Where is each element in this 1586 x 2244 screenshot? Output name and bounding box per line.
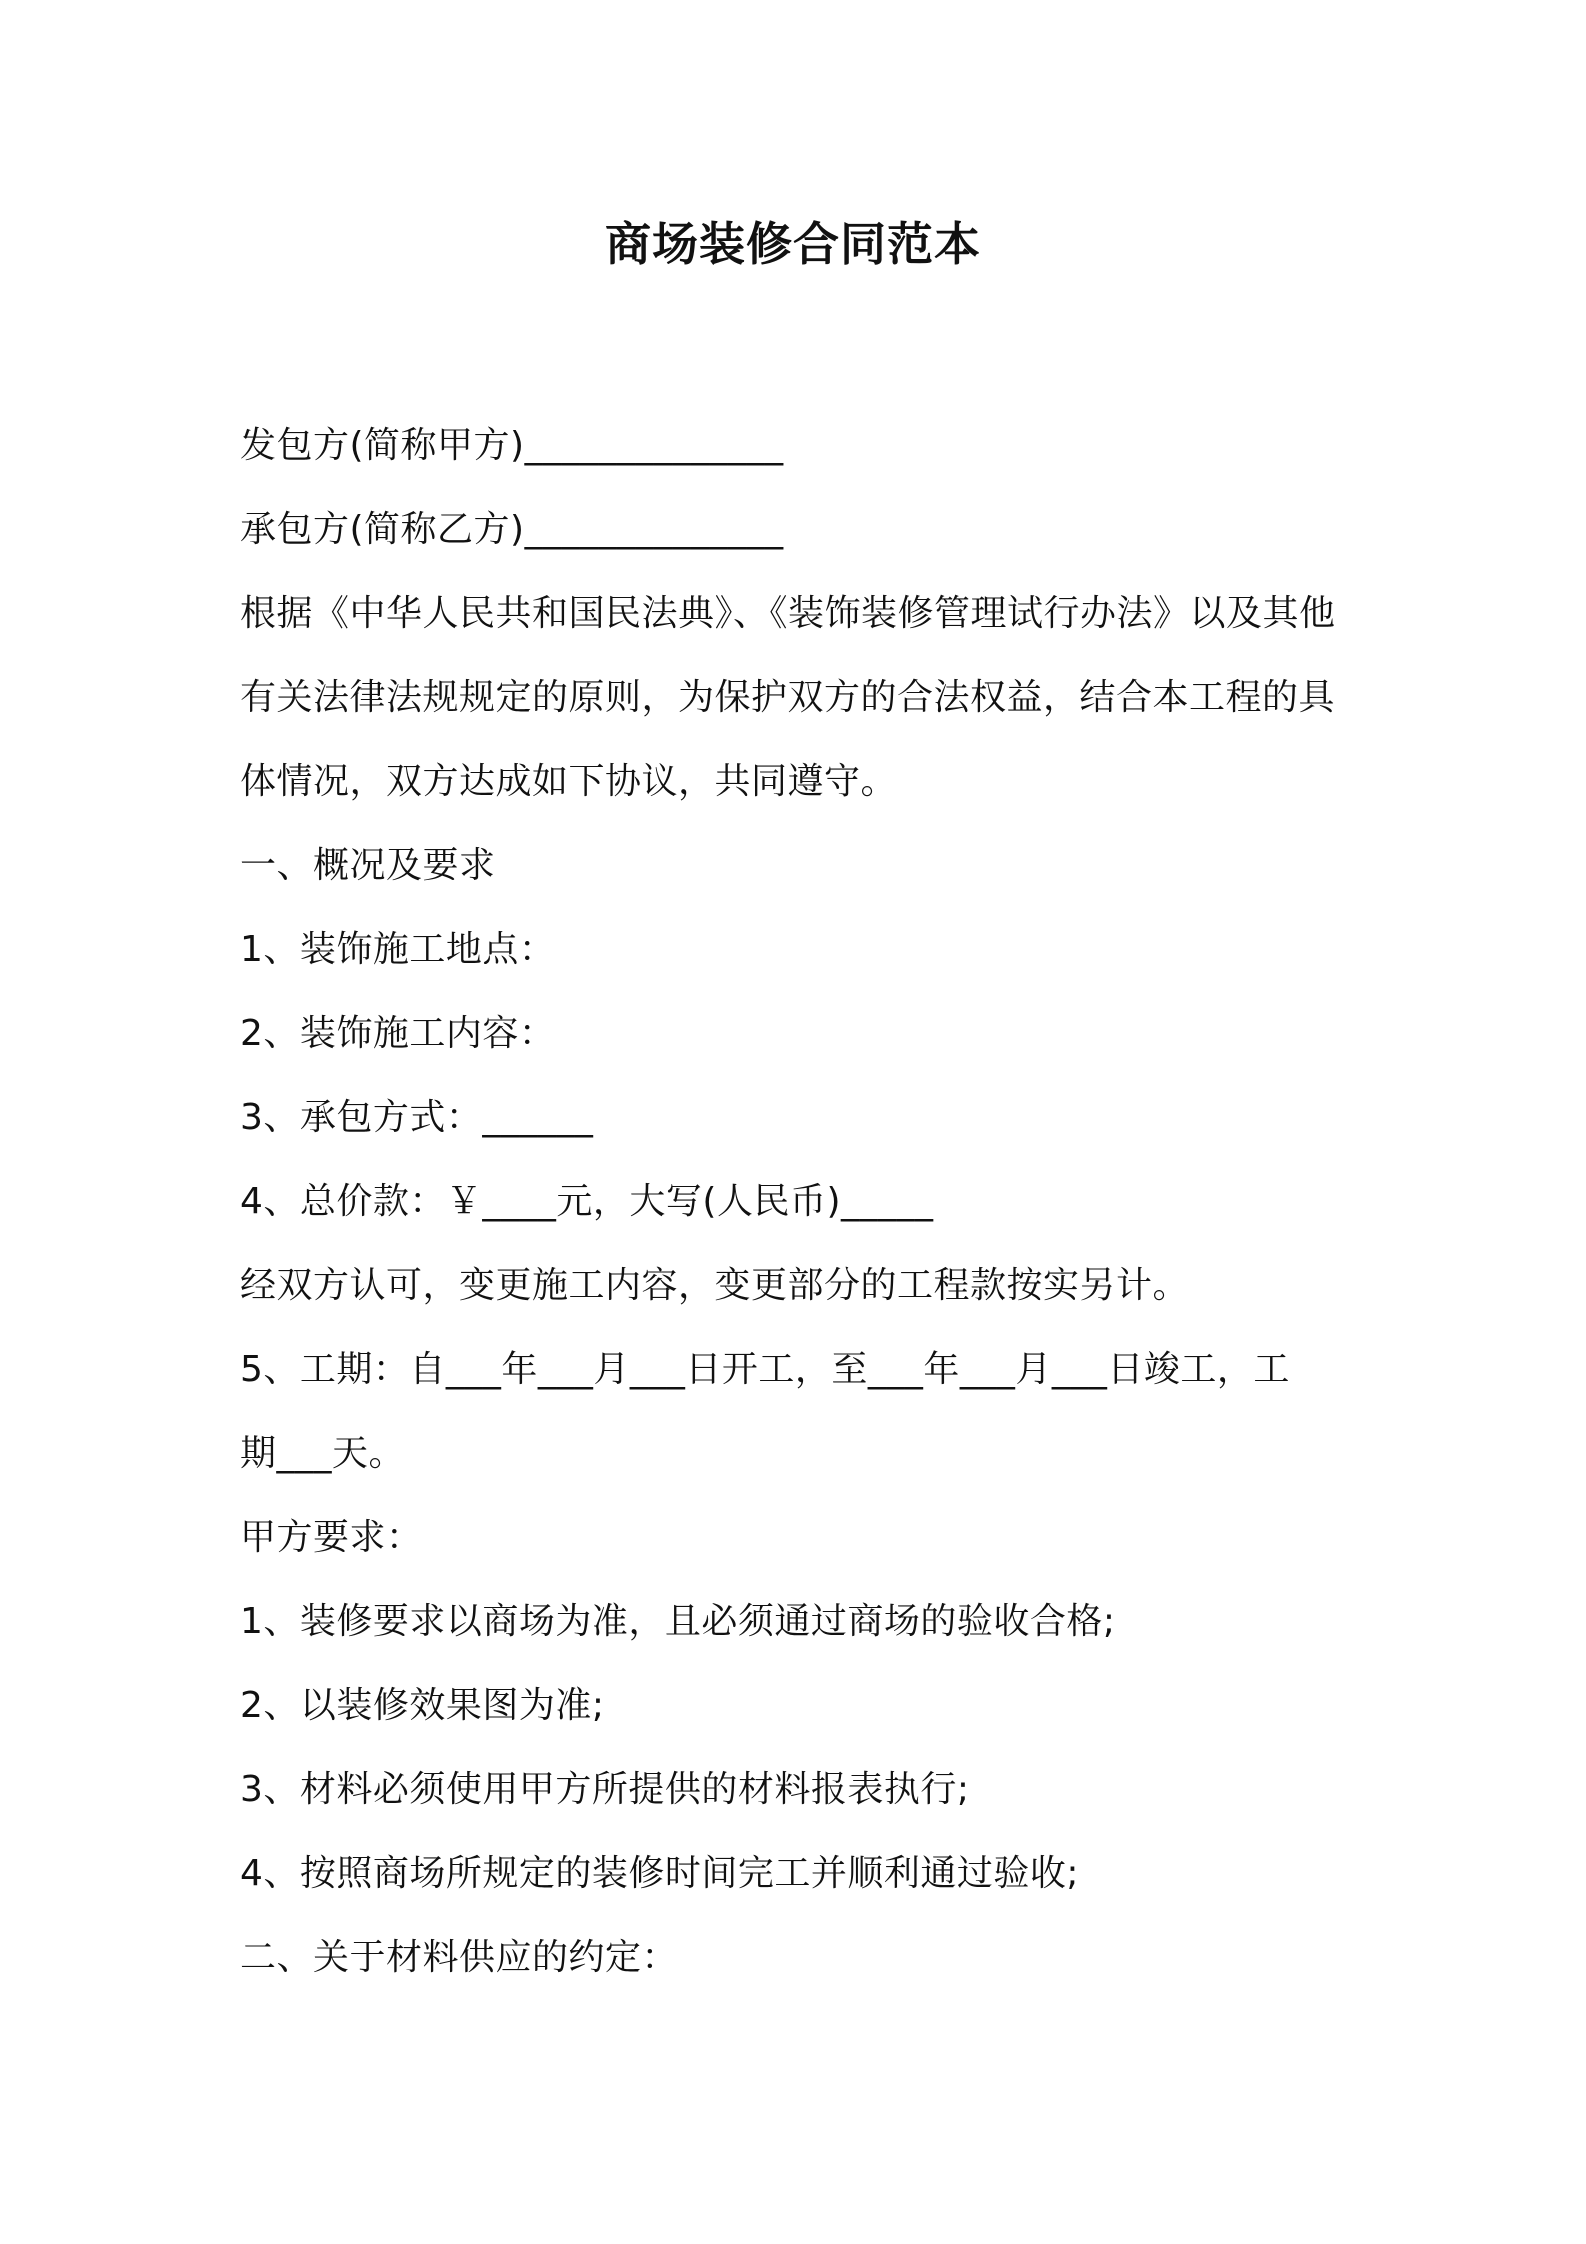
preamble-line-1: 根据《中华人民共和国民法典》、《装饰装修管理试行办法》以及其他	[240, 593, 1336, 634]
clause-change-note: 经双方认可，变更施工内容，变更部分的工程款按实另计。	[240, 1265, 1190, 1306]
requirement-1: 1、装修要求以商场为准，且必须通过商场的验收合格;	[240, 1601, 1116, 1642]
document-title: 商场装修合同范本	[605, 217, 981, 271]
preamble-line-2: 有关法律法规规定的原则，为保护双方的合法权益，结合本工程的具	[240, 677, 1336, 718]
clause-schedule-line-2: 期___天。	[240, 1433, 406, 1474]
clause-schedule-line-1: 5、工期：自___年___月___日开工，至___年___月___日竣工，工	[240, 1349, 1290, 1390]
section-heading-2: 二、关于材料供应的约定：	[240, 1937, 679, 1978]
requirement-4: 4、按照商场所规定的装修时间完工并顺利通过验收;	[240, 1853, 1080, 1894]
preamble-line-3: 体情况，双方达成如下协议，共同遵守。	[240, 761, 898, 802]
party-b-line: 承包方(简称乙方)______________	[240, 509, 784, 550]
section-heading-1: 一、概况及要求	[240, 845, 496, 886]
requirement-3: 3、材料必须使用甲方所提供的材料报表执行;	[240, 1769, 970, 1810]
party-a-line: 发包方(简称甲方)______________	[240, 425, 784, 466]
clause-total-price: 4、总价款：￥____元，大写(人民币)_____	[240, 1181, 934, 1222]
requirement-2: 2、以装修效果图为准;	[240, 1685, 605, 1726]
clause-content: 2、装饰施工内容：	[240, 1013, 556, 1054]
clause-location: 1、装饰施工地点：	[240, 929, 556, 970]
clause-contract-method: 3、承包方式：______	[240, 1097, 594, 1138]
party-a-requirements-heading: 甲方要求：	[240, 1517, 423, 1558]
document-body	[240, 404, 1360, 2000]
